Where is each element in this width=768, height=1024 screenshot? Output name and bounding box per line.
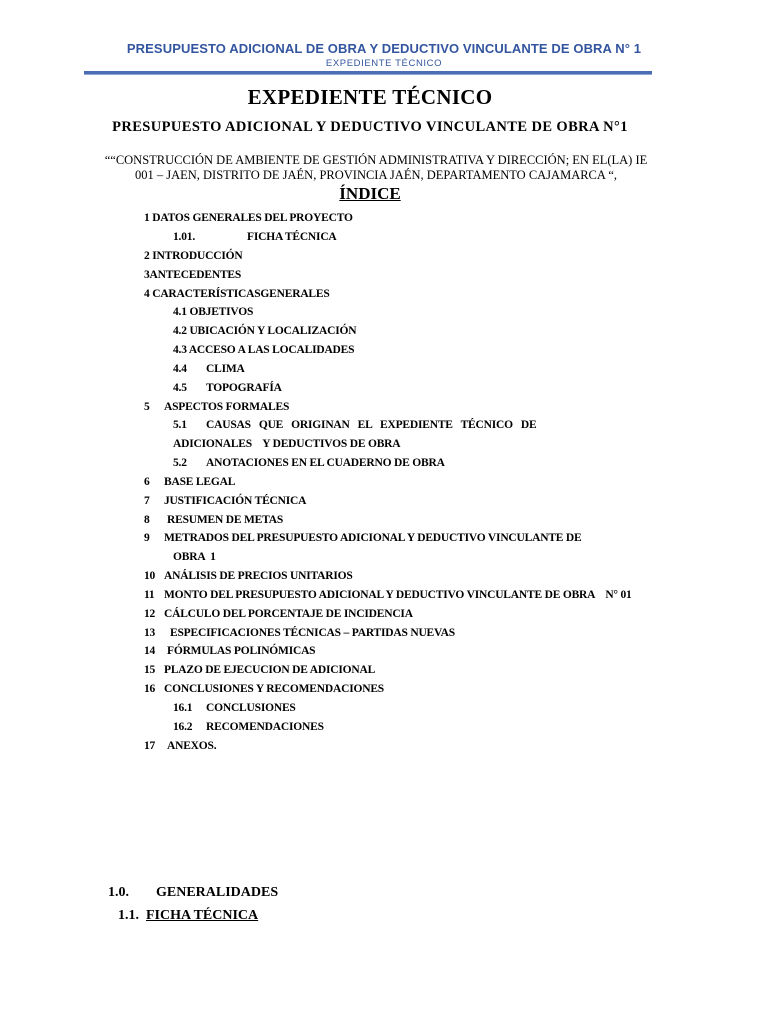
toc-item (144, 250, 242, 262)
header-divider (84, 71, 652, 75)
toc-item (144, 683, 384, 695)
toc-item (144, 570, 353, 582)
project-line-2: 001 – JAEN, DISTRITO DE JAÉN, PROVINCIA JAÉN, DEPARTAMENTO CAJAMARCA “, (134, 168, 618, 182)
toc-item-text: CÁLCULO DEL PORCENTAJE DE INCIDENCIA (164, 608, 413, 620)
toc-item-text: ASPECTOS FORMALES (164, 401, 290, 413)
toc-item-text: 4.2 UBICACIÓN Y LOCALIZACIÓN (173, 325, 357, 337)
toc-item-text: ESPECIFICACIONES TÉCNICAS – PARTIDAS NUEVAS (170, 627, 455, 639)
toc-item-text: CAUSAS QUE ORIGINAN EL EXPEDIENTE TÉCNICO DE (206, 419, 537, 431)
toc-item (173, 419, 536, 431)
toc-item-text: CONCLUSIONES Y RECOMENDACIONES (164, 683, 384, 695)
toc-item-text: JUSTIFICACIÓN TÉCNICA (164, 495, 307, 507)
toc-item-text: MONTO DEL PRESUPUESTO ADICIONAL Y DEDUCTIVO VINCULANTE DE OBRA N° 01 (164, 589, 632, 601)
toc-item-number: 16 (144, 683, 156, 695)
toc-item-text: METRADOS DEL PRESUPUESTO ADICIONAL Y DEDUCTIVO VINCULANTE DE (164, 532, 582, 544)
toc-item-text: FICHA TÉCNICA (247, 231, 337, 243)
toc-item-text: ADICIONALES Y DEDUCTIVOS DE OBRA (173, 438, 401, 450)
toc-item (144, 645, 315, 657)
toc-item-number: 9 (144, 532, 150, 544)
section-number: 1.1. (118, 908, 139, 923)
toc-item (144, 288, 330, 300)
toc-item-text: CONCLUSIONES (206, 702, 296, 714)
toc-item (173, 231, 337, 243)
toc-item-text: 1 DATOS GENERALES DEL PROYECTO (144, 212, 353, 224)
toc-item-text: OBRA 1 (173, 551, 216, 563)
toc-item (144, 589, 632, 601)
toc-item-number: 5 (144, 401, 150, 413)
toc-item-number: 10 (144, 570, 156, 582)
toc-item (144, 269, 241, 281)
toc-item (173, 721, 324, 733)
toc-item-number: 11 (144, 589, 155, 601)
index-title: ÍNDICE (339, 184, 401, 203)
toc-item-text: PLAZO DE EJECUCION DE ADICIONAL (164, 664, 376, 676)
toc-item (173, 438, 400, 450)
toc-item-number: 1.01. (173, 231, 196, 243)
toc-item (173, 551, 216, 563)
toc-item-number: 6 (144, 476, 150, 488)
toc-item-number: 12 (144, 608, 156, 620)
toc-item (173, 382, 282, 394)
project-description (86, 153, 666, 183)
project-line-1: ““CONSTRUCCIÓN DE AMBIENTE DE GESTIÓN ADMINISTRATIVA Y DIRECCIÓN; EN EL(LA) IE (104, 153, 648, 167)
toc-item-text: 2 INTRODUCCIÓN (144, 250, 243, 262)
toc-item-text: ANOTACIONES EN EL CUADERNO DE OBRA (206, 457, 445, 469)
header-title: PRESUPUESTO ADICIONAL DE OBRA Y DEDUCTIVO VINCULANTE DE OBRA N° 1 (126, 41, 642, 56)
toc-item-text: 3ANTECEDENTES (144, 269, 242, 281)
toc-item-text: RESUMEN DE METAS (167, 514, 284, 526)
toc-item-number: 14 (144, 645, 156, 657)
section-title: GENERALIDADES (156, 885, 279, 900)
section-heading-ficha-tecnica (118, 908, 258, 924)
toc-item-number: 8 (144, 514, 150, 526)
toc-item-text: FÓRMULAS POLINÓMICAS (167, 645, 316, 657)
toc-item (144, 608, 413, 620)
document-title: EXPEDIENTE TÉCNICO (247, 85, 493, 109)
toc-item-number: 7 (144, 495, 150, 507)
toc-item (144, 476, 235, 488)
toc-item-text: RECOMENDACIONES (206, 721, 324, 733)
toc-item (144, 401, 289, 413)
toc-item (144, 514, 283, 526)
toc-item (173, 344, 354, 356)
toc-item (173, 457, 445, 469)
toc-item-text: TOPOGRAFÍA (206, 382, 282, 394)
toc-item-number: 4.4 (173, 363, 187, 375)
toc-item-text: CLIMA (206, 363, 245, 375)
section-title: FICHA TÉCNICA (146, 908, 259, 923)
toc-item-number: 17 (144, 740, 156, 752)
toc-item-number: 13 (144, 627, 156, 639)
toc-item-text: BASE LEGAL (164, 476, 236, 488)
toc-item (144, 495, 306, 507)
toc-item-number: 4.5 (173, 382, 187, 394)
section-heading-generalidades (108, 885, 278, 901)
toc-item (173, 306, 253, 318)
toc-item (144, 532, 582, 544)
toc-item-number: 15 (144, 664, 156, 676)
toc-item (144, 212, 353, 224)
toc-item (173, 325, 356, 337)
toc-item-text: 4.3 ACCESO A LAS LOCALIDADES (173, 344, 355, 356)
toc-item-number: 5.1 (173, 419, 187, 431)
toc-item-number: 5.2 (173, 457, 187, 469)
toc-item-number: 16.1 (173, 702, 193, 714)
toc-item-text: ANEXOS. (167, 740, 217, 752)
toc-item (144, 740, 216, 752)
section-number: 1.0. (108, 885, 129, 900)
toc-item-number: 16.2 (173, 721, 193, 733)
toc-item-text: ANÁLISIS DE PRECIOS UNITARIOS (164, 570, 353, 582)
toc-item-text: 4 CARACTERÍSTICASGENERALES (144, 288, 330, 300)
header-subtitle: EXPEDIENTE TÉCNICO (325, 58, 443, 69)
document-subtitle: PRESUPUESTO ADICIONAL Y DEDUCTIVO VINCULANTE DE OBRA N°1 (112, 119, 628, 135)
toc-item (144, 664, 375, 676)
toc-item-text: 4.1 OBJETIVOS (173, 306, 254, 318)
toc-item (144, 627, 455, 639)
toc-item (173, 702, 296, 714)
toc-item (173, 363, 245, 375)
